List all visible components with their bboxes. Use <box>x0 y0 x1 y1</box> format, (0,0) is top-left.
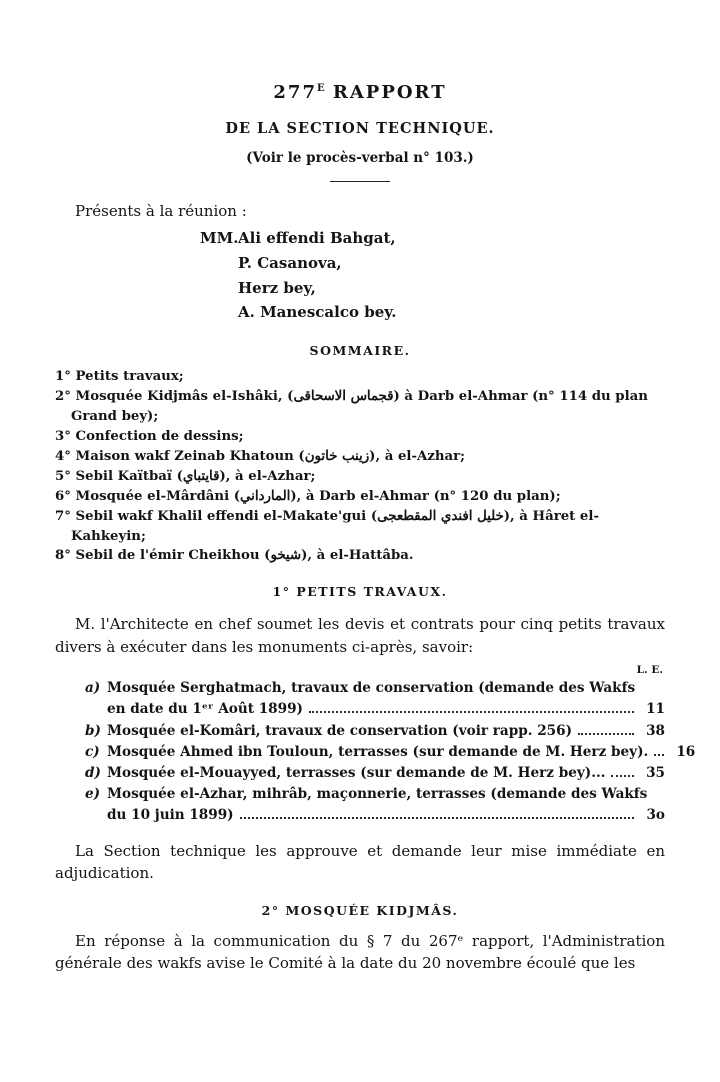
work-value: 35 <box>646 764 665 781</box>
attendee-row <box>200 226 665 251</box>
sommaire-item: 3° Confection de dessins; <box>55 428 244 444</box>
work-item <box>85 763 665 784</box>
presents-line: Présents à la réunion : <box>75 202 247 220</box>
report-number-sup: E <box>316 83 325 94</box>
intro-paragraph: M. l'Architecte en chef soumet les devis et contrats pour cinq petits travaux divers à exécuter dans les monuments ci-après, savoir: <box>55 615 665 656</box>
sommaire-list <box>55 367 665 566</box>
sommaire-item: 2° Mosquée Kidjmâs el-Ishâki, (قجماس الاسحاقى) à Darb el-Ahmar (n° 114 du plan Grand bey); <box>55 388 648 424</box>
section2-heading: 2° MOSQUÉE KIDJMÂS. <box>261 902 459 918</box>
report-word: RAPPORT <box>332 82 447 103</box>
report-number: 277 <box>273 82 317 103</box>
work-text: en date du 1ᵉʳ Août 1899) <box>107 701 303 718</box>
work-text: Mosquée Ahmed ibn Touloun, terrasses (sur demande de M. Herz bey). <box>107 743 649 760</box>
work-text: Mosquée Serghatmach, travaux de conservation (demande des Wakfs <box>107 680 636 697</box>
dot-leader <box>611 775 634 777</box>
attendees-list <box>200 226 665 325</box>
work-label: e) <box>85 785 101 802</box>
dot-leader <box>578 733 634 735</box>
sommaire-item: 6° Mosquée el-Mârdâni (المارداني), à Darb el-Ahmar (n° 120 du plan); <box>55 488 561 504</box>
work-text: Mosquée el-Azhar, mihrâb, maçonnerie, terrasses (demande des Wakfs <box>107 785 648 802</box>
section1-heading: 1° PETITS TRAVAUX. <box>272 584 448 600</box>
report-title <box>55 82 665 103</box>
attendee-name: A. Manescalco bey. <box>238 303 397 322</box>
currency-label: L. E. <box>636 664 663 677</box>
dot-leader <box>240 817 634 819</box>
reference-line: (Voir le procès-verbal n° 103.) <box>246 150 474 166</box>
work-value: 3o <box>646 806 665 823</box>
work-text: Mosquée el-Komâri, travaux de conservation (voir rapp. 256) <box>107 722 573 739</box>
dot-leader <box>654 754 664 756</box>
sommaire-item: 8° Sebil de l'émir Cheikhou (شيخو), à el-Hattâba. <box>55 548 414 564</box>
sommaire-heading: SOMMAIRE. <box>309 343 411 358</box>
work-item <box>85 742 696 763</box>
section-subtitle: DE LA SECTION TECHNIQUE. <box>225 120 495 137</box>
closing-paragraph: La Section technique les approuve et demande leur mise immédiate en adjudication. <box>55 841 665 883</box>
sommaire-item: 4° Maison wakf Zeinab Khatoun (زينب خاتون), à el-Azhar; <box>55 448 466 464</box>
attendee-row <box>200 251 665 276</box>
work-value: 38 <box>646 722 665 739</box>
work-item <box>85 784 665 826</box>
work-label: d) <box>85 764 101 781</box>
attendee-row <box>200 276 665 301</box>
attendee-name: P. Casanova, <box>238 253 342 272</box>
attendee-name: Herz bey, <box>238 278 316 297</box>
work-value: 16 <box>676 743 696 760</box>
work-value: 11 <box>646 701 665 718</box>
sommaire-item: 5° Sebil Kaïtbaï (قايتباي), à el-Azhar; <box>55 468 316 484</box>
body-paragraph: En réponse à la communication du § 7 du 267ᵉ rapport, l'Administration générale des wakfs avise le Comité à la date du 20 novembre écoulé que les <box>55 931 665 973</box>
divider-rule <box>330 181 390 182</box>
work-item <box>85 721 665 742</box>
page-content <box>55 82 696 975</box>
attendee-name: Ali effendi Bahgat, <box>238 229 396 247</box>
work-item <box>85 678 665 720</box>
work-text: du 10 juin 1899) <box>107 806 234 823</box>
sommaire-item: 1° Petits travaux; <box>55 369 184 384</box>
work-text: Mosquée el-Mouayyed, terrasses (sur demande de M. Herz bey)... <box>107 764 606 781</box>
work-label: b) <box>85 722 101 739</box>
sommaire-item: 7° Sebil wakf Khalil effendi el-Makate'gui (خليل افندي المقطعجى), à Hâret el-Kahkeyin; <box>55 508 599 544</box>
work-label: c) <box>85 743 100 760</box>
mm-label: MM. <box>200 229 239 247</box>
dot-leader <box>309 711 634 713</box>
attendee-row <box>200 300 665 325</box>
work-label: a) <box>85 680 101 697</box>
works-list <box>85 678 696 825</box>
